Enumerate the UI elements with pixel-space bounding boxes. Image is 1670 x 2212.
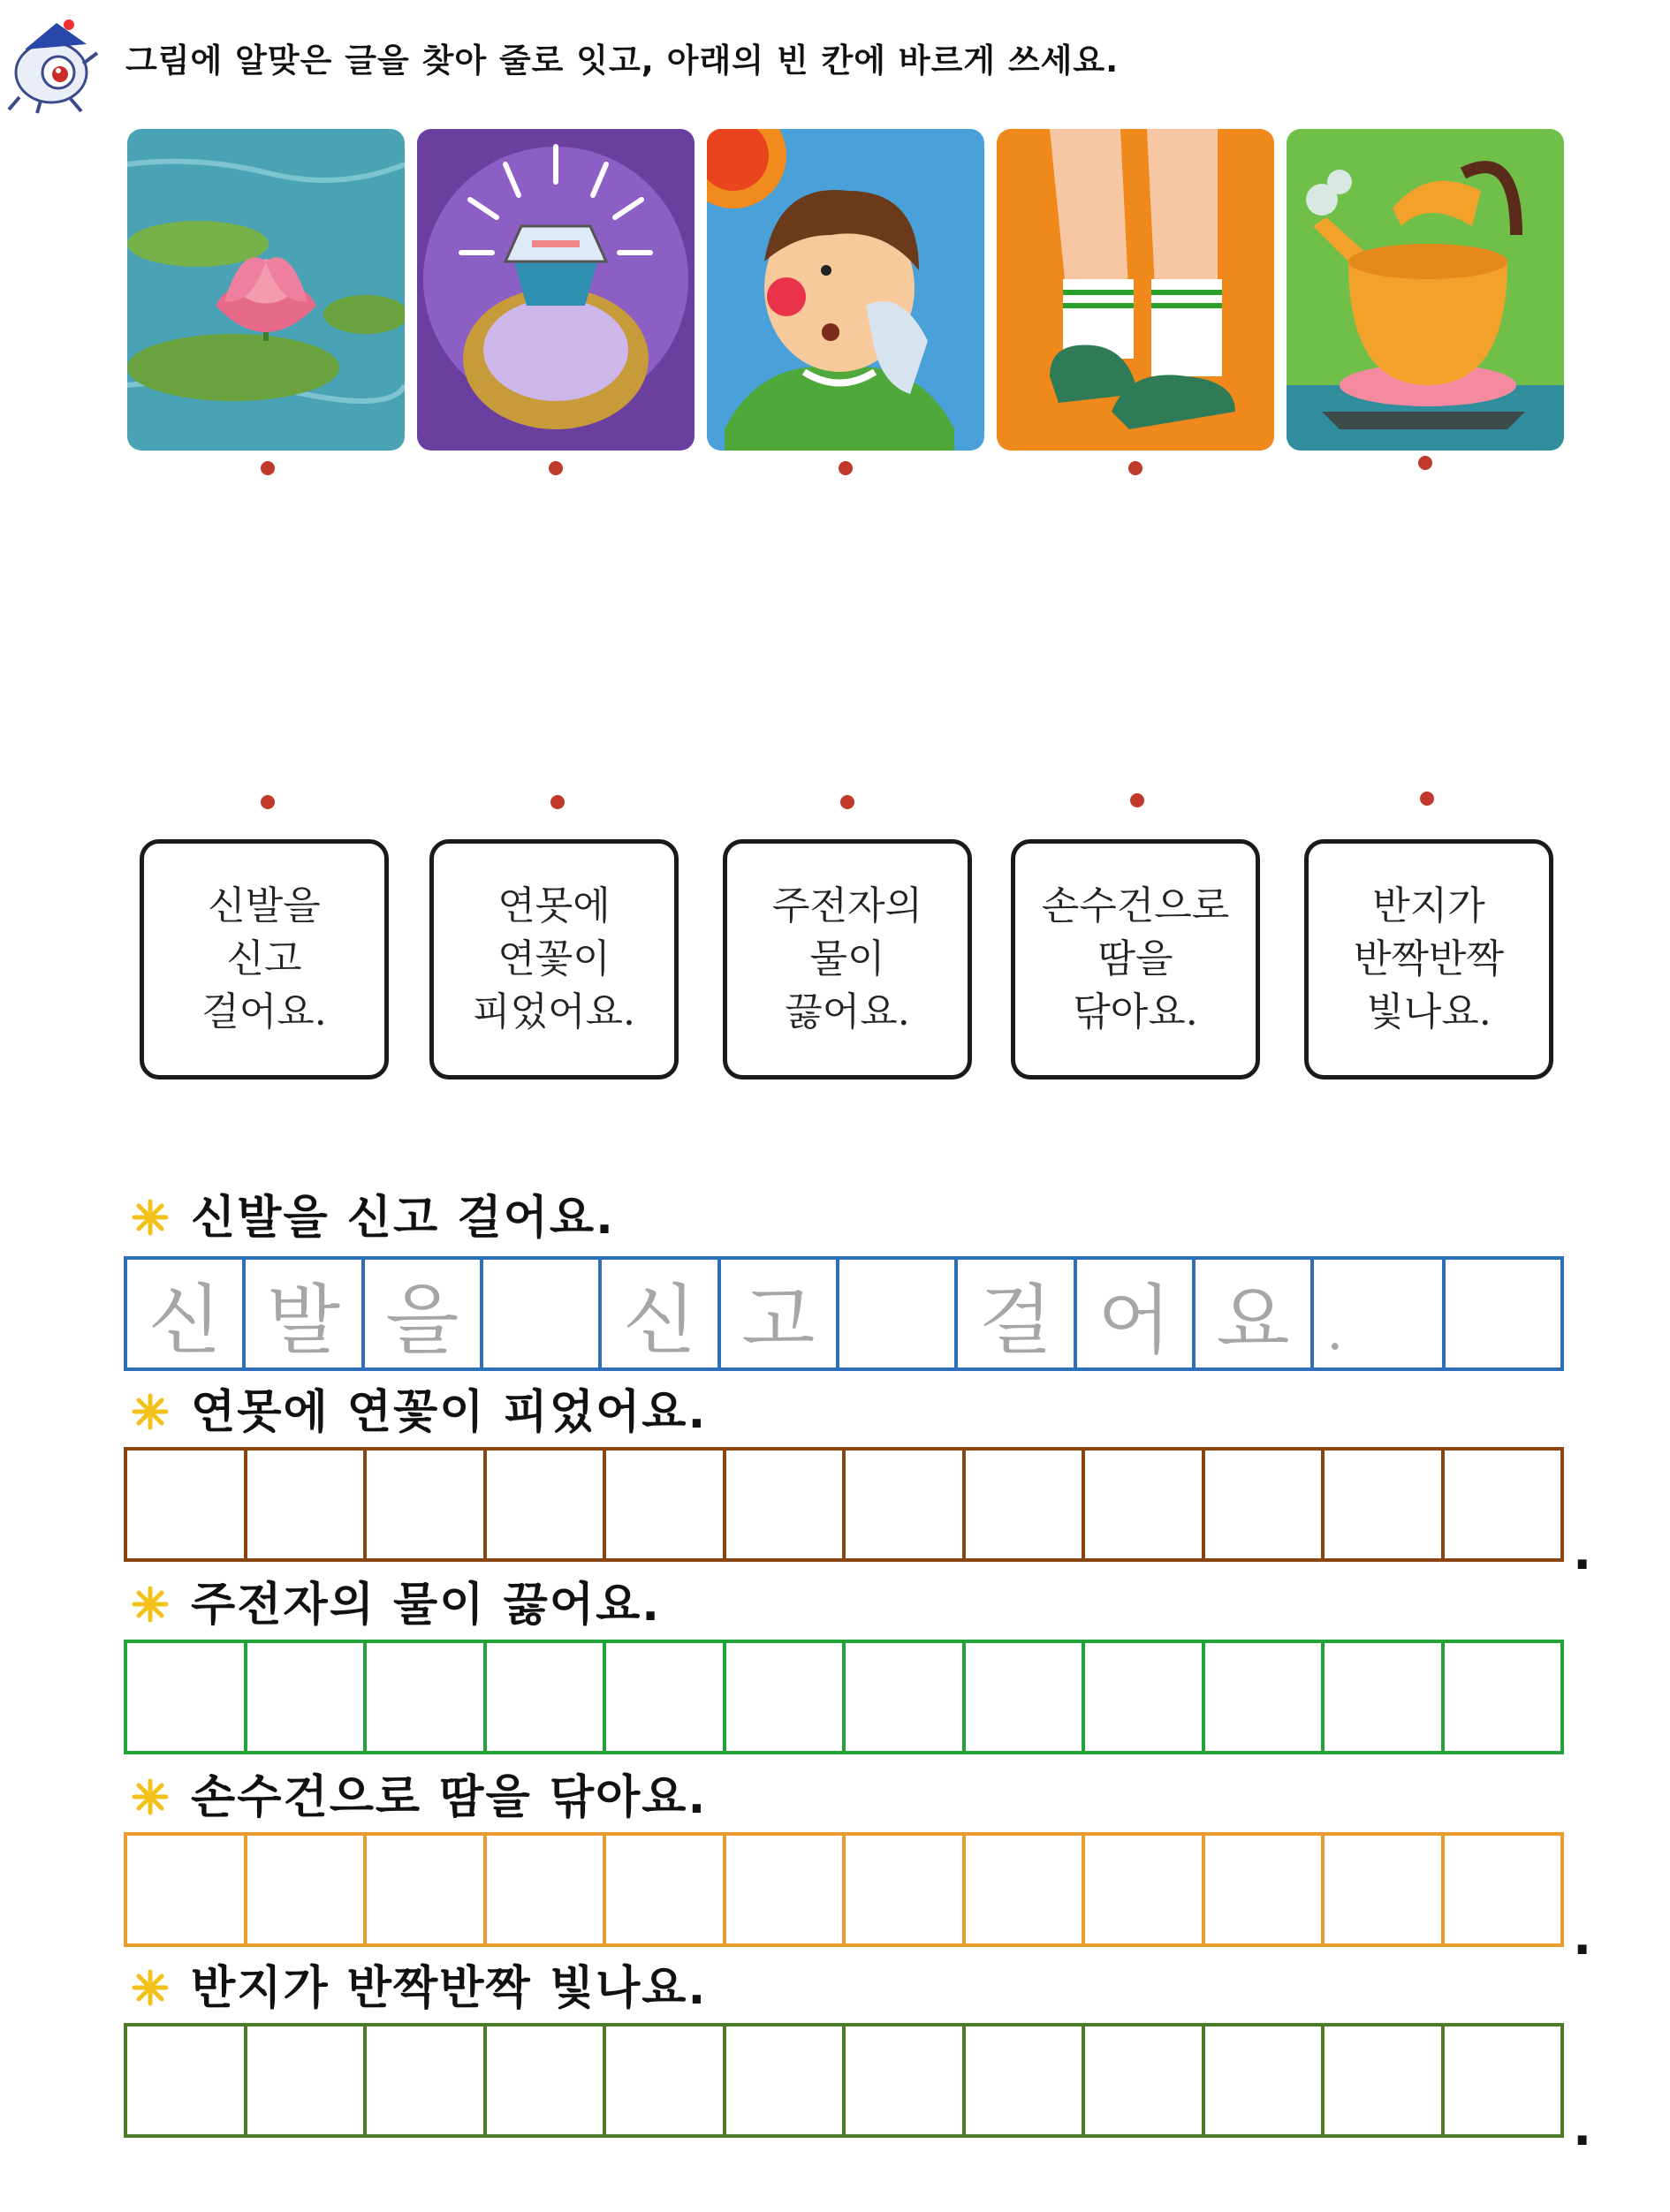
grid-cell[interactable] xyxy=(606,2026,726,2134)
match-dot-top-4[interactable] xyxy=(1128,461,1142,475)
grid-cell[interactable] xyxy=(487,1643,607,1751)
match-dot-bottom-1[interactable] xyxy=(261,795,275,809)
grid-cell[interactable] xyxy=(487,1451,607,1558)
sentence-3: 주전자의 물이 끓어요. xyxy=(191,1579,662,1632)
grid-cell[interactable] xyxy=(1445,1836,1561,1943)
grid-cell[interactable] xyxy=(1205,1836,1325,1943)
phrase-line: 빛나요. xyxy=(1366,989,1492,1034)
phrase-line: 신발을 xyxy=(208,883,321,928)
grid-cell[interactable] xyxy=(1445,2026,1561,2134)
grid-cell[interactable] xyxy=(966,1451,1086,1558)
grid-cell[interactable] xyxy=(247,1451,368,1558)
boiling-kettle-icon xyxy=(1287,129,1564,451)
sparkling-ring-icon xyxy=(417,129,695,451)
grid-cell[interactable] xyxy=(606,1451,726,1558)
grid-cell[interactable]: 신 xyxy=(602,1260,720,1367)
grid-cell[interactable] xyxy=(367,2026,487,2134)
grid-cell[interactable] xyxy=(846,1836,966,1943)
grid-cell[interactable] xyxy=(839,1260,958,1367)
grid-cell[interactable] xyxy=(127,1451,247,1558)
grid-cell[interactable] xyxy=(846,1643,966,1751)
sentence-1: 신발을 신고 걸어요. xyxy=(191,1192,615,1245)
grid-cell[interactable] xyxy=(726,1836,846,1943)
grid-cell[interactable] xyxy=(1325,1836,1445,1943)
grid-cell[interactable] xyxy=(487,2026,607,2134)
writing-grid-1[interactable] xyxy=(124,1256,1564,1371)
grid-cell[interactable] xyxy=(127,2026,247,2134)
grid-cell[interactable]: 을 xyxy=(365,1260,483,1367)
match-dot-top-1[interactable] xyxy=(261,461,275,475)
phrase-line: 주전자의 xyxy=(771,883,922,928)
grid-cell[interactable] xyxy=(367,1836,487,1943)
match-dot-top-2[interactable] xyxy=(549,461,563,475)
grid-cell[interactable] xyxy=(1085,2026,1205,2134)
grid-cell[interactable] xyxy=(726,1451,846,1558)
grid-cell[interactable] xyxy=(726,1643,846,1751)
grid-cell[interactable] xyxy=(127,1836,247,1943)
phrase-line: 손수건으로 xyxy=(1041,883,1230,928)
grid-cell[interactable] xyxy=(1085,1643,1205,1751)
phrase-card-kettle[interactable] xyxy=(723,839,972,1079)
match-dot-top-5[interactable] xyxy=(1418,456,1432,470)
feet-with-shoes-icon xyxy=(997,129,1274,451)
match-dot-bottom-4[interactable] xyxy=(1130,793,1144,807)
phrase-line: 땀을 xyxy=(1097,936,1173,981)
grid-cell[interactable] xyxy=(1205,1451,1325,1558)
phrase-line: 연꽃이 xyxy=(497,936,611,981)
grid-cell[interactable] xyxy=(1205,1643,1325,1751)
end-period: . xyxy=(1573,2100,1592,2157)
grid-cell[interactable] xyxy=(1085,1836,1205,1943)
phrase-card-ring[interactable] xyxy=(1304,839,1553,1079)
grid-cell[interactable] xyxy=(1325,1451,1445,1558)
grid-cell[interactable]: 발 xyxy=(246,1260,364,1367)
boy-wiping-sweat-icon xyxy=(707,129,984,451)
picture-ring[interactable] xyxy=(417,129,695,451)
grid-cell[interactable] xyxy=(1446,1260,1560,1367)
picture-lotus[interactable] xyxy=(127,129,405,451)
writing-grid-5[interactable] xyxy=(124,2023,1564,2138)
grid-cell[interactable] xyxy=(966,1643,1086,1751)
star-icon xyxy=(131,1777,170,1816)
grid-cell[interactable] xyxy=(966,2026,1086,2134)
phrase-card-lotus[interactable] xyxy=(429,839,679,1079)
phrase-line: 끓어요. xyxy=(785,989,910,1034)
phrase-line: 연못에 xyxy=(497,883,611,928)
end-period: . xyxy=(1573,1909,1592,1966)
grid-cell[interactable]: 걸 xyxy=(958,1260,1076,1367)
match-dot-bottom-2[interactable] xyxy=(550,795,565,809)
star-icon xyxy=(131,1198,170,1237)
grid-cell[interactable] xyxy=(846,2026,966,2134)
match-dot-top-3[interactable] xyxy=(839,461,853,475)
grid-cell[interactable] xyxy=(487,1836,607,1943)
grid-cell[interactable]: 고 xyxy=(721,1260,839,1367)
phrase-card-shoes[interactable] xyxy=(140,839,389,1079)
phrase-line: 닦아요. xyxy=(1073,989,1198,1034)
grid-cell[interactable] xyxy=(726,2026,846,2134)
star-icon xyxy=(131,1585,170,1624)
grid-cell[interactable] xyxy=(1205,2026,1325,2134)
grid-cell[interactable]: 요 xyxy=(1196,1260,1314,1367)
grid-cell[interactable] xyxy=(606,1836,726,1943)
picture-boy[interactable] xyxy=(707,129,984,451)
writing-grid-3[interactable] xyxy=(124,1640,1564,1754)
grid-cell[interactable]: 어 xyxy=(1077,1260,1196,1367)
lotus-pond-icon xyxy=(127,129,405,451)
phrase-card-sweat[interactable] xyxy=(1011,839,1260,1079)
writing-grid-2[interactable] xyxy=(124,1447,1564,1562)
phrase-line: 반지가 xyxy=(1372,883,1485,928)
picture-shoes[interactable] xyxy=(997,129,1274,451)
grid-cell[interactable] xyxy=(846,1451,966,1558)
grid-cell[interactable] xyxy=(483,1260,602,1367)
star-icon xyxy=(131,1392,170,1431)
grid-cell[interactable] xyxy=(367,1451,487,1558)
phrase-line: 걸어요. xyxy=(201,989,327,1034)
phrase-line: 반짝반짝 xyxy=(1353,936,1504,981)
instruction-text: 그림에 알맞은 글을 찾아 줄로 잇고, 아래의 빈 칸에 바르게 쓰세요. xyxy=(125,42,1120,80)
grid-cell[interactable] xyxy=(1445,1451,1561,1558)
phrase-line: 물이 xyxy=(809,936,885,981)
match-dot-bottom-3[interactable] xyxy=(840,795,854,809)
sentence-5: 반지가 반짝반짝 빛나요. xyxy=(191,1962,708,2015)
grid-cell[interactable] xyxy=(966,1836,1086,1943)
grid-cell[interactable] xyxy=(247,1836,368,1943)
grid-cell[interactable] xyxy=(1325,1643,1445,1751)
grid-cell[interactable] xyxy=(247,1643,368,1751)
grid-cell[interactable]: 신 xyxy=(127,1260,246,1367)
grid-cell[interactable] xyxy=(606,1643,726,1751)
sentence-4: 손수건으로 땀을 닦아요. xyxy=(191,1771,708,1824)
grid-cell[interactable] xyxy=(127,1643,247,1751)
grid-cell[interactable]: . xyxy=(1314,1260,1445,1367)
grid-cell[interactable] xyxy=(1085,1451,1205,1558)
phrase-line: 신고 xyxy=(226,936,302,981)
phrase-line: 피었어요. xyxy=(472,989,635,1034)
grid-cell[interactable] xyxy=(1325,2026,1445,2134)
mascot-icon xyxy=(5,18,102,115)
grid-cell[interactable] xyxy=(367,1643,487,1751)
star-icon xyxy=(131,1968,170,2007)
match-dot-bottom-5[interactable] xyxy=(1420,792,1434,806)
writing-grid-4[interactable] xyxy=(124,1832,1564,1947)
picture-kettle[interactable] xyxy=(1287,129,1564,451)
sentence-2: 연못에 연꽃이 피었어요. xyxy=(191,1386,708,1439)
grid-cell[interactable] xyxy=(247,2026,368,2134)
end-period: . xyxy=(1573,1524,1592,1581)
grid-cell[interactable] xyxy=(1445,1643,1561,1751)
